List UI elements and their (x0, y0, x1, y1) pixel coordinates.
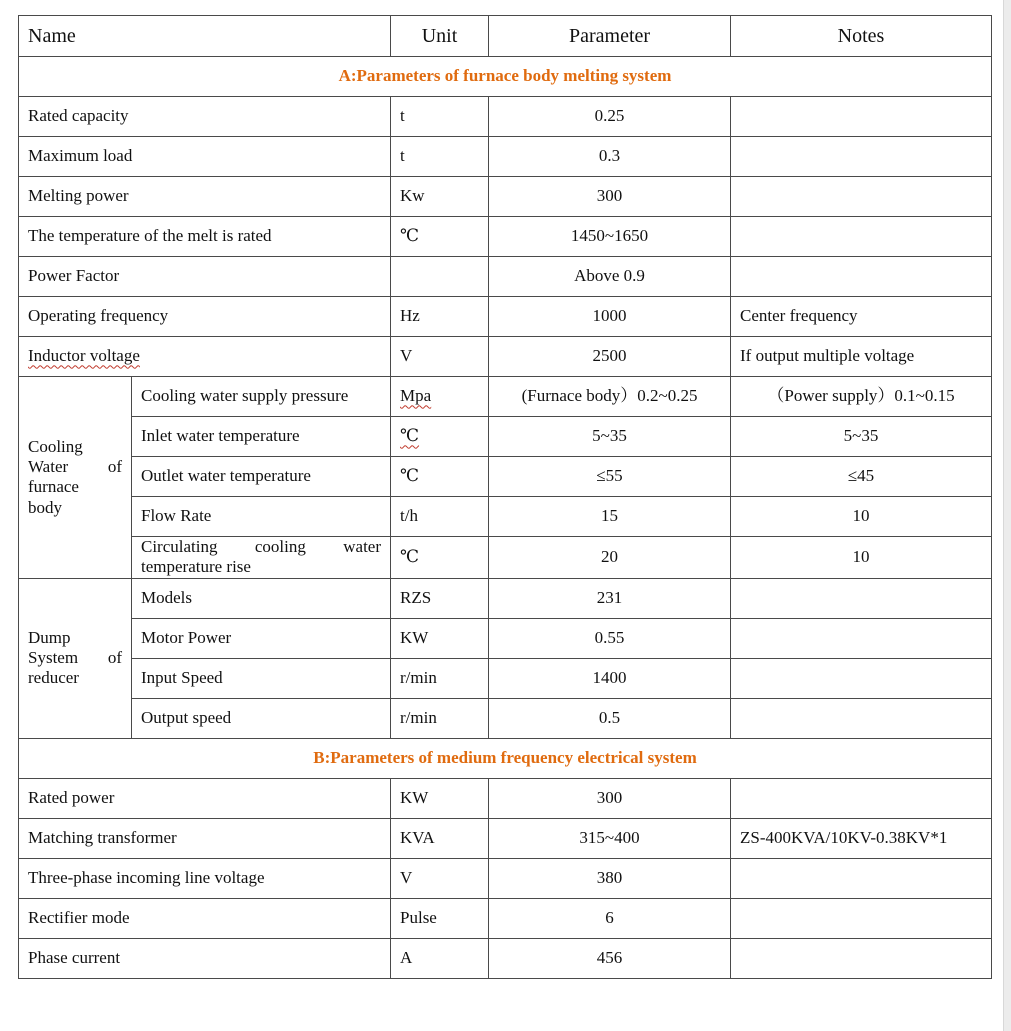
row-name: Three-phase incoming line voltage (19, 858, 391, 898)
row-unit: ℃ (391, 537, 489, 579)
row-notes: （Power supply）0.1~0.15 (731, 377, 992, 417)
parameter-table (18, 15, 992, 979)
row-notes (731, 137, 992, 177)
section-b-title: B:Parameters of medium frequency electrical system (19, 738, 992, 778)
row-parameter: 1000 (489, 297, 731, 337)
row-parameter: 300 (489, 778, 731, 818)
table-row (19, 618, 992, 658)
row-unit: t (391, 97, 489, 137)
table-row (19, 417, 992, 457)
row-notes (731, 578, 992, 618)
spellcheck-word: Mpa (400, 386, 432, 406)
row-unit: A (391, 938, 489, 978)
row-unit: V (391, 858, 489, 898)
category-word: System (28, 648, 79, 668)
table-row (19, 137, 992, 177)
row-parameter: 300 (489, 177, 731, 217)
row-parameter: 231 (489, 578, 731, 618)
row-name: Operating frequency (19, 297, 391, 337)
row-notes (731, 658, 992, 698)
spellcheck-word: Inductor voltage (28, 346, 140, 366)
table-row (19, 938, 992, 978)
table-row (19, 818, 992, 858)
row-unit (391, 377, 489, 417)
row-parameter: (Furnace body）0.2~0.25 (489, 377, 731, 417)
table-row (19, 497, 992, 537)
row-name: Motor Power (132, 618, 391, 658)
row-parameter: 0.55 (489, 618, 731, 658)
row-parameter: 15 (489, 497, 731, 537)
row-name (132, 537, 391, 579)
category-line: body (28, 497, 62, 517)
table-row (19, 537, 992, 579)
table-row (19, 377, 992, 417)
row-notes: 10 (731, 537, 992, 579)
row-unit: KW (391, 618, 489, 658)
row-unit (391, 257, 489, 297)
table-row (19, 297, 992, 337)
row-name: Maximum load (19, 137, 391, 177)
row-name (19, 337, 391, 377)
row-parameter: 0.5 (489, 698, 731, 738)
row-unit: r/min (391, 658, 489, 698)
table-row (19, 778, 992, 818)
row-parameter: 2500 (489, 337, 731, 377)
section-b-title-row (19, 738, 992, 778)
table-row (19, 97, 992, 137)
spellcheck-word: ℃ (400, 426, 420, 446)
table-row (19, 658, 992, 698)
row-unit: KW (391, 778, 489, 818)
row-unit: RZS (391, 578, 489, 618)
row-notes: ≤45 (731, 457, 992, 497)
row-parameter: 1450~1650 (489, 217, 731, 257)
table-row (19, 257, 992, 297)
category-word: of (107, 648, 122, 668)
category-line: Dump (28, 627, 71, 647)
row-parameter: 315~400 (489, 818, 731, 858)
row-notes (731, 698, 992, 738)
row-name-line: Circulating cooling water (141, 537, 382, 556)
row-name: Power Factor (19, 257, 391, 297)
table-row (19, 578, 992, 618)
table-row (19, 858, 992, 898)
row-parameter: 0.25 (489, 97, 731, 137)
section-a-title: A:Parameters of furnace body melting system (19, 57, 992, 97)
table-row (19, 337, 992, 377)
header-row (19, 16, 992, 57)
row-name: Cooling water supply pressure (132, 377, 391, 417)
header-name: Name (19, 16, 391, 57)
category-line: reducer (28, 668, 79, 688)
row-notes (731, 97, 992, 137)
header-parameter: Parameter (489, 16, 731, 57)
row-parameter: 380 (489, 858, 731, 898)
row-name: Matching transformer (19, 818, 391, 858)
row-parameter: 20 (489, 537, 731, 579)
dump-system-category (19, 578, 132, 738)
section-a-title-row (19, 57, 992, 97)
row-notes: 10 (731, 497, 992, 537)
category-line (28, 648, 122, 668)
header-unit: Unit (391, 16, 489, 57)
row-notes (731, 858, 992, 898)
row-name: Phase current (19, 938, 391, 978)
row-unit: Kw (391, 177, 489, 217)
row-unit: ℃ (391, 457, 489, 497)
row-notes (731, 177, 992, 217)
row-notes (731, 778, 992, 818)
cooling-water-category (19, 377, 132, 579)
row-unit: t (391, 137, 489, 177)
row-notes (731, 618, 992, 658)
table-row (19, 698, 992, 738)
row-parameter: ≤55 (489, 457, 731, 497)
row-unit (391, 417, 489, 457)
row-parameter: 0.3 (489, 137, 731, 177)
row-name: Rectifier mode (19, 898, 391, 938)
row-unit: Hz (391, 297, 489, 337)
row-name: Output speed (132, 698, 391, 738)
table-row (19, 177, 992, 217)
row-notes (731, 898, 992, 938)
row-notes: ZS-400KVA/10KV-0.38KV*1 (731, 818, 992, 858)
row-name: Melting power (19, 177, 391, 217)
row-name: Flow Rate (132, 497, 391, 537)
table-row (19, 898, 992, 938)
row-parameter: 1400 (489, 658, 731, 698)
row-notes: If output multiple voltage (731, 337, 992, 377)
row-notes (731, 257, 992, 297)
row-unit: ℃ (391, 217, 489, 257)
row-name: Input Speed (132, 658, 391, 698)
row-name: The temperature of the melt is rated (19, 217, 391, 257)
category-line: furnace (28, 477, 79, 497)
header-notes: Notes (731, 16, 992, 57)
row-name: Rated power (19, 778, 391, 818)
row-name: Inlet water temperature (132, 417, 391, 457)
row-name: Models (132, 578, 391, 618)
row-parameter: Above 0.9 (489, 257, 731, 297)
category-line: Cooling (28, 436, 83, 456)
row-name: Outlet water temperature (132, 457, 391, 497)
category-word: of (107, 457, 122, 476)
row-name-line: temperature rise (141, 557, 251, 577)
table-row (19, 217, 992, 257)
row-unit: r/min (391, 698, 489, 738)
row-parameter: 456 (489, 938, 731, 978)
row-name: Rated capacity (19, 97, 391, 137)
row-unit: Pulse (391, 898, 489, 938)
row-unit: t/h (391, 497, 489, 537)
row-notes: 5~35 (731, 417, 992, 457)
category-line (28, 457, 122, 477)
table-row (19, 457, 992, 497)
row-unit: KVA (391, 818, 489, 858)
row-parameter: 6 (489, 898, 731, 938)
window-edge (1003, 0, 1011, 1031)
row-parameter: 5~35 (489, 417, 731, 457)
row-notes (731, 217, 992, 257)
row-notes: Center frequency (731, 297, 992, 337)
row-notes (731, 938, 992, 978)
row-unit: V (391, 337, 489, 377)
category-word: Water (28, 457, 69, 476)
